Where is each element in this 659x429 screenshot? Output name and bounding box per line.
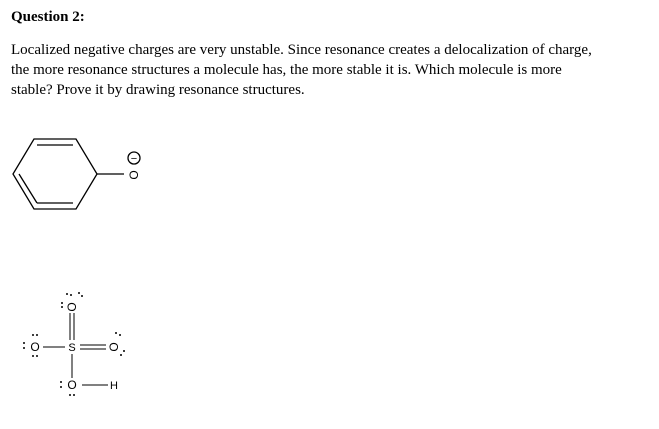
left-oxygen-label: O <box>30 340 40 354</box>
lone-pair-dot <box>61 306 63 308</box>
lone-pair-dot <box>23 342 25 344</box>
lone-pair-dot <box>36 334 38 336</box>
bottom-oxygen-label: O <box>67 378 77 392</box>
lone-pair-dot <box>81 295 83 297</box>
lone-pair-dot <box>23 347 25 349</box>
lone-pair-dot <box>60 381 62 383</box>
lone-pair-dot <box>73 394 75 396</box>
lone-pair-dot <box>119 334 121 336</box>
lone-pair-dot <box>60 386 62 388</box>
phenoxide-oxygen-label: O <box>127 170 141 180</box>
lone-pair-dot <box>66 293 68 295</box>
question-title: Question 2: <box>11 9 85 25</box>
lone-pair-dot <box>32 355 34 357</box>
lone-pair-dot <box>69 394 71 396</box>
question-body-line: Localized negative charges are very unstable. Since resonance creates a delocalization of charge, <box>11 42 592 58</box>
lone-pair-dot <box>36 355 38 357</box>
negative-charge-sign: − <box>130 153 138 165</box>
lone-pair-dot <box>32 334 34 336</box>
phenoxide-structure <box>13 139 140 209</box>
lone-pair-dot <box>120 354 122 356</box>
right-oxygen-label: O <box>107 342 121 352</box>
benzene-ring <box>13 139 97 209</box>
sulfur-label: S <box>68 342 76 354</box>
lone-pair-dot <box>123 350 125 352</box>
lone-pair-dot <box>61 302 63 304</box>
lone-pair-dot <box>78 292 80 294</box>
question-body-line: stable? Prove it by drawing resonance structures. <box>11 82 305 98</box>
top-oxygen-label: O <box>65 302 79 312</box>
lone-pair-dot <box>70 294 72 296</box>
hydrogen-label: H <box>110 380 118 392</box>
question-body-line: the more resonance structures a molecule has, the more stable it is. Which molecule is more <box>11 62 562 78</box>
lone-pair-dot <box>115 332 117 334</box>
